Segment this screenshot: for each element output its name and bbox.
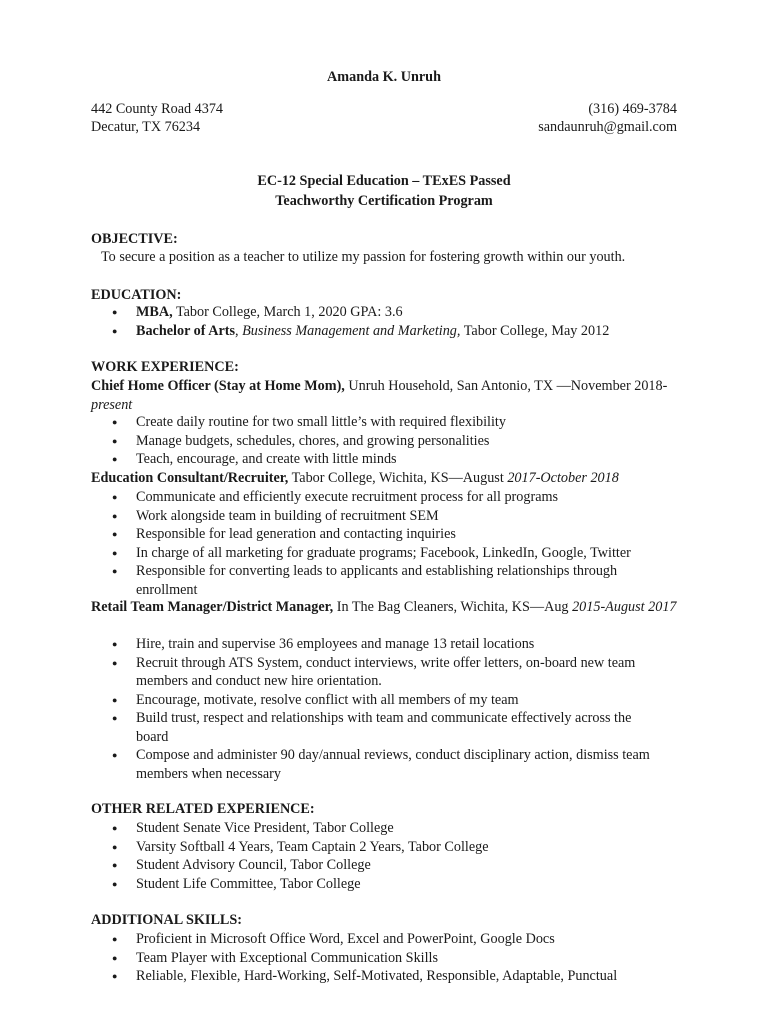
degree-field: Business Management and Marketing, (242, 322, 461, 339)
list-item: ● Student Senate Vice President, Tabor College (110, 819, 670, 838)
degree-details: Tabor College, March 1, 2020 GPA: 3.6 (172, 304, 403, 320)
objective-heading: OBJECTIVE: (91, 231, 178, 247)
job-dates: 2015-August 2017 (572, 599, 677, 615)
list-item: ● Reliable, Flexible, Hard-Working, Self-Motivated, Responsible, Adaptable, Punctual (110, 967, 670, 986)
job-title: Education Consultant/Recruiter, (91, 470, 289, 486)
certification-line-2: Teachworthy Certification Program (275, 193, 493, 209)
degree-name: MBA, (136, 304, 173, 320)
job-org: In The Bag Cleaners, Wichita, KS—Aug (333, 599, 573, 615)
skills-list (110, 930, 670, 986)
phone-number: (316) 469-3784 (588, 101, 677, 117)
skills-heading: ADDITIONAL SKILLS: (91, 912, 242, 928)
list-item: ● Proficient in Microsoft Office Word, Excel and PowerPoint, Google Docs (110, 930, 670, 949)
address-line-2: Decatur, TX 76234 (91, 119, 201, 135)
job-bullets (110, 488, 670, 599)
list-item: ● Responsible for lead generation and contacting inquiries (110, 525, 670, 544)
job-title-line (91, 377, 681, 414)
list-item (110, 322, 670, 341)
degree-name: Bachelor of Arts (136, 322, 236, 339)
degree-details: Tabor College, May 2012 (460, 322, 610, 339)
objective-text: To secure a position as a teacher to utilize my passion for fostering growth within our youth. (101, 249, 626, 265)
list-item: ● Student Life Committee, Tabor College (110, 875, 670, 894)
job-title-line (91, 598, 681, 617)
other-experience-list (110, 819, 670, 893)
education-list (110, 303, 670, 340)
list-item: ● Communicate and efficiently execute recruitment process for all programs (110, 488, 670, 507)
list-item: ● Hire, train and supervise 36 employees and manage 13 retail locations (110, 635, 670, 654)
list-item: ● Responsible for converting leads to applicants and establishing relationships through enrollment (110, 562, 656, 599)
list-item: ● Varsity Softball 4 Years, Team Captain 2 Years, Tabor College (110, 838, 670, 857)
job-title: Chief Home Officer (Stay at Home Mom), (91, 378, 345, 394)
list-item: ● Manage budgets, schedules, chores, and growing personalities (110, 432, 670, 451)
other-experience-heading: OTHER RELATED EXPERIENCE: (91, 801, 315, 817)
list-item: ● Compose and administer 90 day/annual reviews, conduct disciplinary action, dismiss team members when necessary (110, 746, 656, 783)
education-heading: EDUCATION: (91, 287, 182, 303)
job-bullets (110, 413, 670, 469)
job-dates: 2017-October 2018 (507, 470, 619, 486)
list-item (110, 303, 670, 322)
job-org: Tabor College, Wichita, KS—August (288, 470, 508, 486)
candidate-name: Amanda K. Unruh (327, 69, 441, 85)
list-item: ● Create daily routine for two small little’s with required flexibility (110, 413, 670, 432)
address-line-1: 442 County Road 4374 (91, 101, 224, 117)
job-title-line (91, 469, 681, 488)
job-bullets (110, 635, 670, 783)
list-item: ● Recruit through ATS System, conduct interviews, write offer letters, on-board new team members and conduct new hire orientation. (110, 654, 671, 691)
job-dates: present (91, 396, 133, 413)
list-item: ● Encourage, motivate, resolve conflict with all members of my team (110, 691, 670, 710)
list-item: ● Student Advisory Council, Tabor College (110, 856, 670, 875)
list-item: ● Teach, encourage, and create with little minds (110, 450, 670, 469)
work-heading: WORK EXPERIENCE: (91, 359, 239, 375)
job-org: Unruh Household, San Antonio, TX —November 2018- (344, 378, 668, 394)
email-address: sandaunruh@gmail.com (538, 119, 677, 135)
separator: , (235, 322, 243, 339)
list-item: ● Team Player with Exceptional Communication Skills (110, 949, 670, 968)
list-item: ● Work alongside team in building of recruitment SEM (110, 507, 670, 526)
certification-line-1: EC-12 Special Education – TExES Passed (257, 173, 511, 189)
list-item: ● In charge of all marketing for graduate programs; Facebook, LinkedIn, Google, Twitter (110, 544, 670, 563)
job-title: Retail Team Manager/District Manager, (91, 599, 334, 615)
list-item: ● Build trust, respect and relationships with team and communicate effectively across the board (110, 709, 666, 746)
